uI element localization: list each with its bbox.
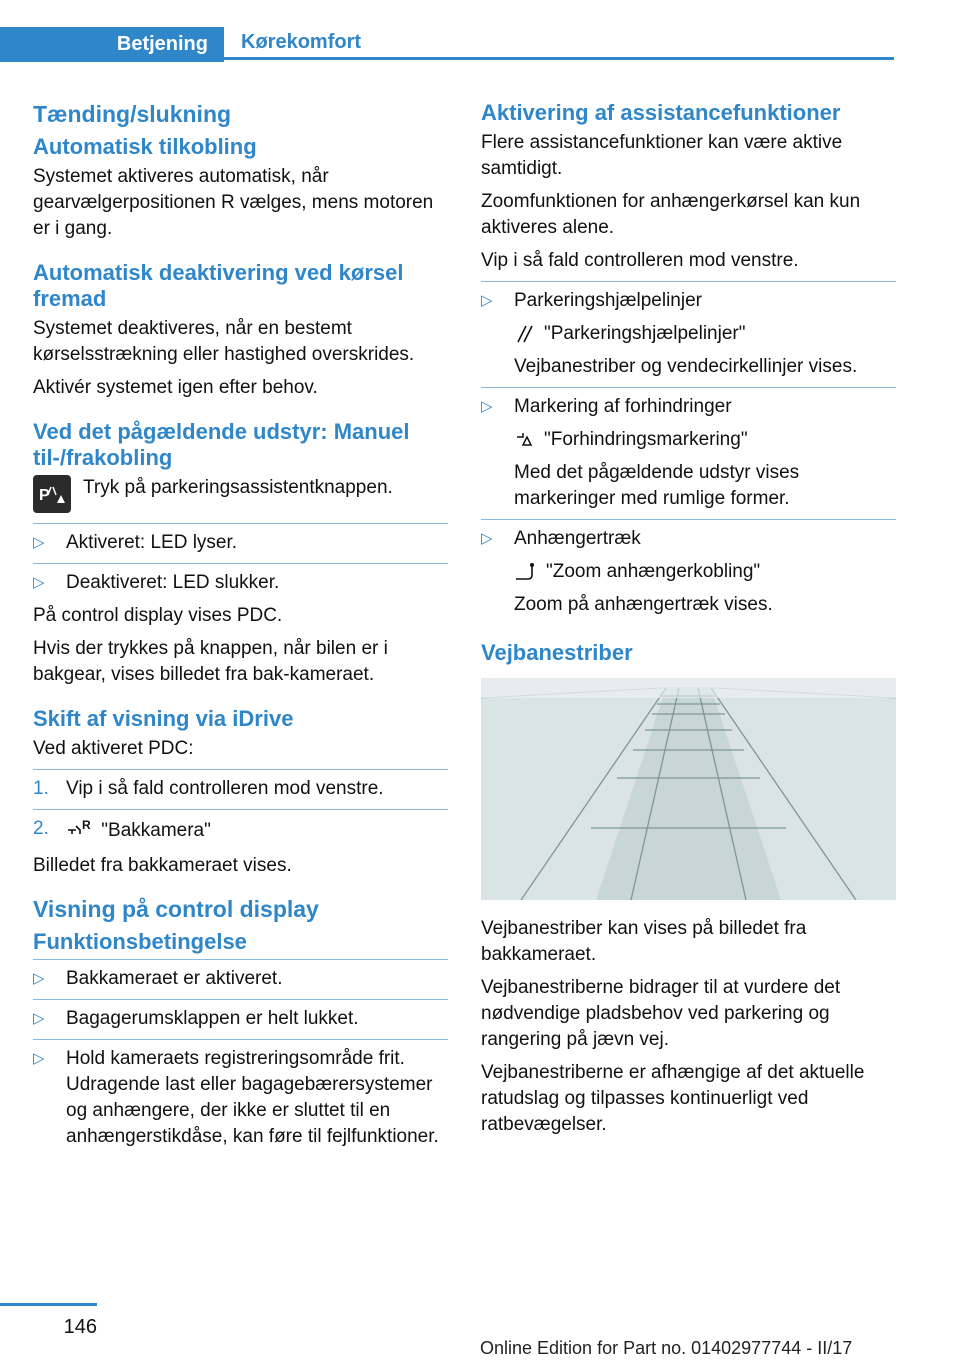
heading-taending: Tænding/slukning <box>33 101 232 127</box>
menu-parking-lines: "Parkeringshjælpelinjer" <box>514 321 896 347</box>
rear-camera-icon <box>66 816 96 846</box>
desc-parking-lines: Vejbanestriber og vendecirkellinjer vises. <box>514 356 858 377</box>
tab-betjening[interactable]: Betjening <box>0 27 224 62</box>
triangle-bullet-icon: ▷ <box>33 1050 45 1067</box>
triangle-bullet-icon: ▷ <box>33 574 45 591</box>
bullet-activated: ▷ Aktiveret: LED lyser. <box>33 530 448 556</box>
text-zoom: Zoomfunktionen for anhængerkørsel kan kun aktiveres alene. <box>481 191 861 238</box>
bullet-obstacles: ▷ Markering af forhindringer <box>481 394 896 420</box>
heading-assist: Aktivering af assistancefunktioner <box>481 100 841 125</box>
lane-lines-image <box>481 678 896 900</box>
divider <box>481 387 896 388</box>
edition-note: Online Edition for Part no. 01402977744 - II/17 <box>480 1338 853 1358</box>
text-tilt: Vip i så fald controlleren mod venstre. <box>481 250 799 271</box>
divider <box>481 519 896 520</box>
footer-rule <box>0 1303 97 1306</box>
heading-display: Visning på control display <box>33 896 319 922</box>
text-reactivate: Aktivér systemet igen efter behov. <box>33 377 318 398</box>
divider <box>33 769 448 770</box>
triangle-bullet-icon: ▷ <box>33 1010 45 1027</box>
heading-conditions: Funktionsbetingelse <box>33 929 247 954</box>
text-image: Billedet fra bakkameraet vises. <box>33 855 292 876</box>
text-lanes1: Vejbanestriber kan vises på billedet fra bakkameraet. <box>481 918 807 965</box>
heading-lanes: Vejbanestriber <box>481 640 633 665</box>
divider <box>33 999 448 1000</box>
svg-text:P: P <box>39 487 50 504</box>
svg-text:R: R <box>82 818 91 832</box>
text-lanes2: Vejbanestriberne bidrager til at vurdere det nødvendige pladsbehov ved parkering og rangering på jævn vej. <box>481 977 841 1050</box>
text-lanes3: Vejbanestriberne er afhængige af det aktuelle ratudslag og tilpasses kontinuerligt ved ratbevægelser. <box>481 1062 865 1135</box>
text-press: Tryk på parkeringsassistentknappen. <box>83 477 393 498</box>
step-2: 2. R "Bakkamera" <box>33 816 448 846</box>
right-column <box>481 100 896 1145</box>
bullet-deactivated: ▷ Deaktiveret: LED slukker. <box>33 570 448 596</box>
left-column <box>33 100 448 1157</box>
text-auto-on: Systemet aktiveres automatisk, når gearvælgerpositionen R vælges, mens motoren er i gang. <box>33 166 434 239</box>
text-auto-off: Systemet deaktiveres, når en bestemt kørselsstrækning eller hastighed overskrides. <box>33 318 415 365</box>
trailer-hitch-icon <box>514 561 538 583</box>
triangle-bullet-icon: ▷ <box>481 292 493 309</box>
menu-obstacles: "Forhindringsmarkering" <box>514 427 896 453</box>
text-reverse: Hvis der trykkes på knappen, når bilen er i bakgear, vises billedet fra bak-kameraet. <box>33 638 388 685</box>
heading-switch: Skift af visning via iDrive <box>33 706 294 731</box>
step-1: 1. Vip i så fald controlleren mod venstre. <box>33 778 384 799</box>
divider <box>33 523 448 524</box>
text-pdc: På control display vises PDC. <box>33 605 283 626</box>
press-line <box>33 475 448 513</box>
triangle-bullet-icon: ▷ <box>33 970 45 987</box>
heading-auto-on: Automatisk tilkobling <box>33 134 257 159</box>
desc-obstacles: Med det pågældende udstyr vises markeringer med rumlige former. <box>514 462 800 509</box>
triangle-bullet-icon: ▷ <box>33 534 45 551</box>
text-with-pdc: Ved aktiveret PDC: <box>33 738 194 759</box>
obstacle-marking-icon <box>514 429 536 451</box>
text-multi: Flere assistancefunktioner kan være aktive samtidigt. <box>481 132 843 179</box>
desc-trailer: Zoom på anhængertræk vises. <box>514 594 773 615</box>
menu-trailer: "Zoom anhængerkobling" <box>514 559 896 585</box>
condition-3: ▷ Hold kameraets registreringsområde frit. Udragende last eller bagagebærersystemer og anhængere, der ikke er sluttet til en anhængerstikdåse, kan føre til fejlfunktioner. <box>33 1048 439 1147</box>
divider <box>33 809 448 810</box>
heading-manual: Ved det pågældende udstyr: Manuel til-/frakobling <box>33 419 410 470</box>
heading-auto-off: Automatisk deaktivering ved kørsel fremad <box>33 260 404 311</box>
divider <box>33 1039 448 1040</box>
condition-2: ▷ Bagagerumsklappen er helt lukket. <box>33 1006 448 1032</box>
parking-lines-icon <box>514 324 536 344</box>
parking-assist-button-icon <box>33 475 71 513</box>
divider <box>33 563 448 564</box>
bullet-parking-lines: ▷ Parkeringshjælpelinjer <box>481 288 896 314</box>
divider <box>481 281 896 282</box>
page-number: 146 <box>63 1316 97 1338</box>
divider <box>33 959 448 960</box>
triangle-bullet-icon: ▷ <box>481 530 493 547</box>
header-tabs <box>0 27 894 62</box>
tab-koerekomfort[interactable]: Kørekomfort <box>224 27 894 60</box>
triangle-bullet-icon: ▷ <box>481 398 493 415</box>
condition-1: ▷ Bakkameraet er aktiveret. <box>33 966 448 992</box>
bullet-trailer: ▷ Anhængertræk <box>481 526 896 552</box>
